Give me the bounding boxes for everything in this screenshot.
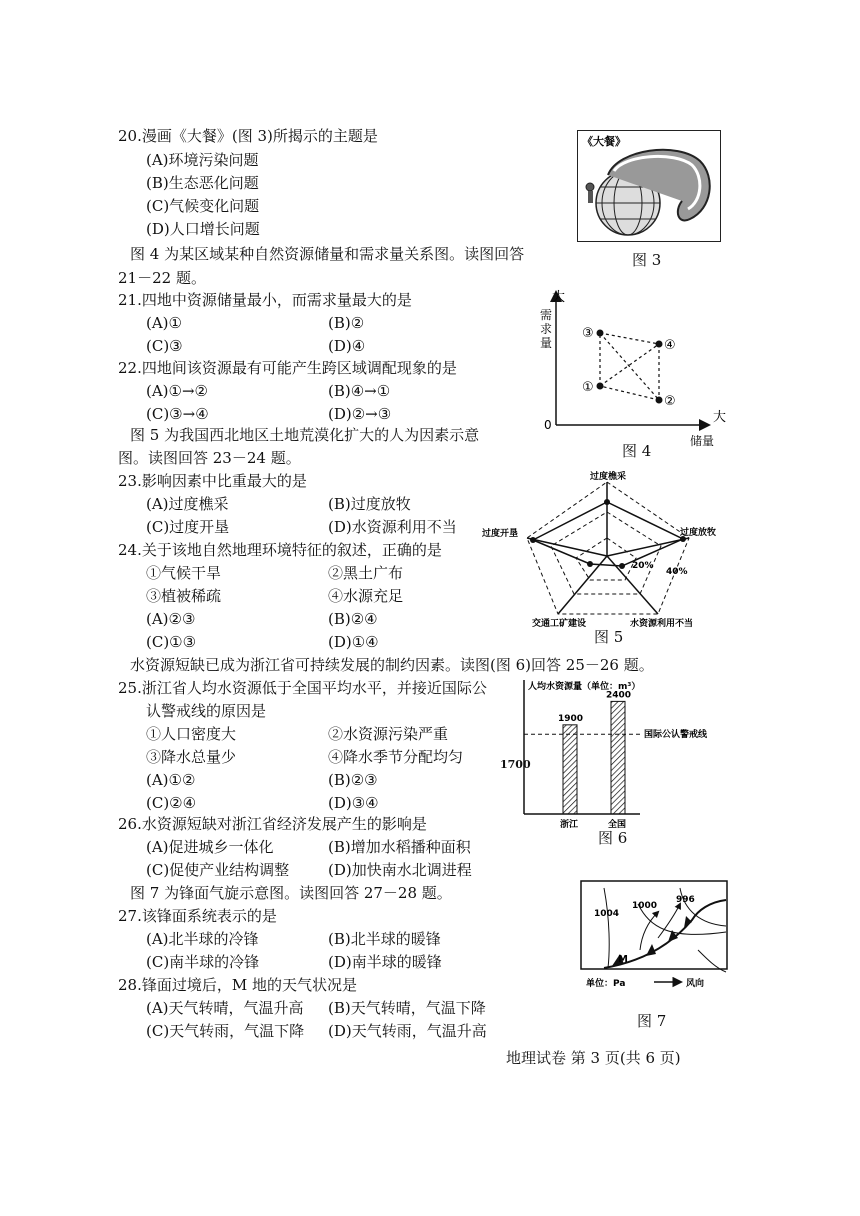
- q26-option-b: (B)增加水稻播种面积: [328, 838, 471, 856]
- fig7-legend: 风向: [686, 979, 705, 989]
- q24-item-1: ①气候干旱: [146, 564, 222, 582]
- q27-option-a: (A)北半球的冷锋: [146, 930, 259, 948]
- q21-option-d: (D)④: [328, 337, 366, 355]
- fig5-axis-4: 交通工矿建设: [532, 619, 587, 629]
- q20-option-d: (D)人口增长问题: [146, 220, 260, 238]
- q26-stem: 26.水资源短缺对浙江省经济发展产生的影响是: [118, 815, 427, 833]
- q21-stem: 21.四地中资源储量最小，而需求量最大的是: [118, 291, 412, 309]
- intro-21-22-line1: 图 4 为某区域某种自然资源储量和需求量关系图。读图回答: [130, 245, 525, 263]
- fig6-category-1: 全国: [608, 820, 627, 830]
- fig5-axis-2: 过度放牧: [680, 528, 717, 538]
- fig4-label-3: ③: [582, 326, 594, 341]
- q28-option-d: (D)天气转雨，气温升高: [328, 1022, 487, 1040]
- q24-option-b: (B)②④: [328, 610, 378, 628]
- q22-stem: 22.四地间该资源最有可能产生跨区域调配现象的是: [118, 359, 457, 377]
- fig4-point-4: [656, 341, 663, 348]
- q22-option-c: (C)③→④: [146, 405, 209, 423]
- q25-item-3: ③降水总量少: [146, 748, 237, 766]
- fig4-point-2: [656, 397, 663, 404]
- figure-3-caption: 图 3: [632, 251, 662, 269]
- fig5-axis-5: 过度开垦: [482, 529, 519, 539]
- q24-option-a: (A)②③: [146, 610, 196, 628]
- fig5-axis-1: 过度樵采: [590, 472, 627, 482]
- q22-option-b: (B)④→①: [328, 382, 391, 400]
- figure-7-caption: 图 7: [637, 1012, 667, 1030]
- q23-stem: 23.影响因素中比重最大的是: [118, 472, 307, 490]
- q25-stem-1: 25.浙江省人均水资源低于全国平均水平，并接近国际公: [118, 679, 487, 697]
- fig5-ring-20: 20%: [632, 561, 654, 571]
- figure-5-caption: 图 5: [594, 628, 624, 646]
- fig4-x-big: 大: [713, 410, 727, 425]
- fig6-reference-label: 国际公认警戒线: [644, 730, 708, 741]
- q26-option-d: (D)加快南水北调进程: [328, 861, 472, 879]
- fig4-y-label-1: 需: [540, 308, 553, 322]
- intro-25-26-line1: 水资源短缺已成为浙江省可持续发展的制约因素。读图(图 6)回答 25－26 题。: [130, 656, 654, 674]
- fig4-label-1: ①: [582, 380, 594, 395]
- fig4-label-4: ④: [664, 338, 676, 353]
- figure-7: [580, 880, 730, 995]
- q25-option-a: (A)①②: [146, 771, 196, 789]
- fig6-ylabel: 人均水资源量（单位：m³）: [528, 682, 641, 692]
- q21-option-a: (A)①: [146, 314, 182, 332]
- q26-option-a: (A)促进城乡一体化: [146, 838, 274, 856]
- q25-option-d: (D)③④: [328, 794, 379, 812]
- fig7-point-m: M: [618, 954, 628, 965]
- fig4-point-1: [597, 383, 604, 390]
- q25-item-2: ②水资源污染严重: [328, 725, 449, 743]
- q28-option-c: (C)天气转雨，气温下降: [146, 1022, 305, 1040]
- q25-option-c: (C)②④: [146, 794, 197, 812]
- q27-option-c: (C)南半球的冷锋: [146, 953, 260, 971]
- fig4-point-3: [597, 330, 604, 337]
- q27-stem: 27.该锋面系统表示的是: [118, 907, 277, 925]
- q25-item-1: ①人口密度大: [146, 725, 237, 743]
- q22-option-d: (D)②→③: [328, 405, 392, 423]
- fig6-bar-1: [611, 701, 625, 814]
- fig4-y-label-2: 求: [540, 322, 553, 336]
- fig6-tick-1700: 1700: [500, 758, 531, 771]
- figure-3: [577, 130, 721, 242]
- q24-stem: 24.关于该地自然地理环境特征的叙述，正确的是: [118, 541, 442, 559]
- fig5-ring-40: 40%: [666, 567, 688, 577]
- fig6-value-label-1: 2400: [606, 690, 632, 701]
- fig4-x-label: 储量: [690, 434, 715, 448]
- q23-option-a: (A)过度樵采: [146, 495, 229, 513]
- q28-stem: 28.锋面过境后，M 地的天气状况是: [118, 976, 357, 994]
- figure-4-caption: 图 4: [622, 442, 652, 460]
- q24-item-4: ④水源充足: [328, 587, 404, 605]
- fig4-y-label-3: 量: [540, 336, 553, 350]
- q24-option-d: (D)①④: [328, 633, 379, 651]
- q20-option-a: (A)环境污染问题: [146, 151, 259, 169]
- q25-option-b: (B)②③: [328, 771, 378, 789]
- q24-item-2: ②黑土广布: [328, 564, 404, 582]
- fig7-isobar-1000: 1000: [632, 901, 658, 911]
- q24-item-3: ③植被稀疏: [146, 587, 222, 605]
- fig4-label-2: ②: [664, 394, 676, 409]
- fig6-value-label-0: 1900: [558, 713, 584, 724]
- q27-option-b: (B)北半球的暖锋: [328, 930, 441, 948]
- fig7-isobar-1004: 1004: [594, 909, 620, 919]
- intro-21-22-line2: 21－22 题。: [118, 269, 206, 287]
- q22-option-a: (A)①→②: [146, 382, 208, 400]
- q21-option-c: (C)③: [146, 337, 183, 355]
- q23-option-d: (D)水资源利用不当: [328, 518, 457, 536]
- q27-option-d: (D)南半球的暖锋: [328, 953, 442, 971]
- fig5-axis-3: 水资源利用不当: [630, 619, 694, 629]
- figure-3-cartoon: [578, 131, 720, 241]
- q23-option-c: (C)过度开垦: [146, 518, 230, 536]
- figure-5: [480, 468, 730, 638]
- q28-option-a: (A)天气转晴，气温升高: [146, 999, 304, 1017]
- figure-6-caption: 图 6: [598, 829, 628, 847]
- figure-3-title: 《大餐》: [582, 135, 626, 148]
- fig6-category-0: 浙江: [560, 820, 579, 830]
- fig4-y-big: 大: [552, 290, 566, 305]
- fig6-bar-0: [563, 725, 577, 814]
- figure-6: [500, 672, 750, 830]
- q25-item-4: ④降水季节分配均匀: [328, 748, 464, 766]
- q25-stem-2: 认警戒线的原因是: [146, 702, 267, 720]
- q23-option-b: (B)过度放牧: [328, 495, 411, 513]
- q21-option-b: (B)②: [328, 314, 365, 332]
- q20-option-c: (C)气候变化问题: [146, 197, 260, 215]
- q20-stem: 20.漫画《大餐》(图 3)所揭示的主题是: [118, 127, 378, 145]
- intro-23-24-line2: 图。读图回答 23－24 题。: [118, 449, 301, 467]
- figure-4: [530, 283, 740, 463]
- q28-option-b: (B)天气转晴，气温下降: [328, 999, 486, 1017]
- fig4-origin: 0: [544, 418, 552, 432]
- fig7-isobar-996: 996: [676, 895, 695, 905]
- fig7-unit: 单位：Pa: [586, 979, 626, 989]
- page-footer: 地理试卷 第 3 页(共 6 页): [506, 1049, 681, 1067]
- q24-option-c: (C)①③: [146, 633, 197, 651]
- q26-option-c: (C)促使产业结构调整: [146, 861, 290, 879]
- q20-option-b: (B)生态恶化问题: [146, 174, 259, 192]
- intro-27-28-line1: 图 7 为锋面气旋示意图。读图回答 27－28 题。: [130, 884, 452, 902]
- intro-23-24-line1: 图 5 为我国西北地区土地荒漠化扩大的人为因素示意: [130, 426, 480, 444]
